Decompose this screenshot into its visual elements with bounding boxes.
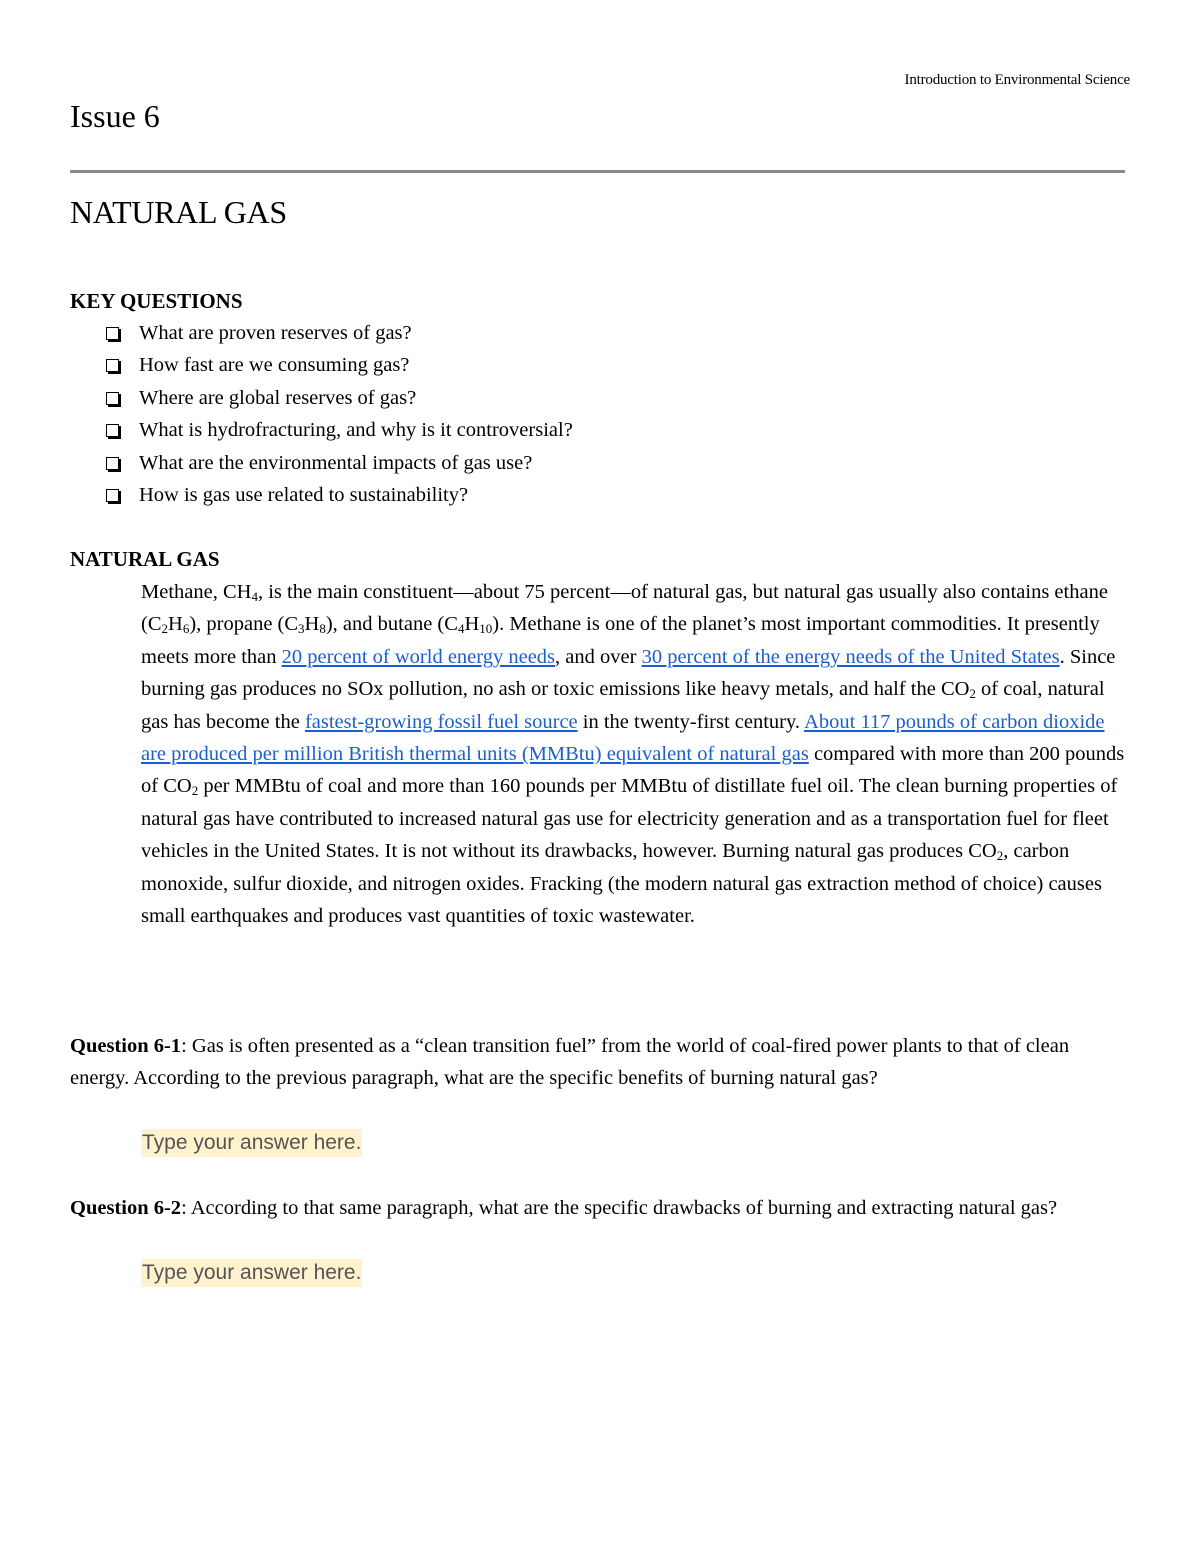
- list-item: [104, 447, 1104, 480]
- checkbox-icon: [106, 359, 119, 372]
- checkbox-icon: [106, 327, 119, 340]
- divider: [70, 170, 1125, 173]
- list-item-text: What are proven reserves of gas?: [139, 321, 412, 344]
- link-fastest-growing-source[interactable]: fastest-growing fossil fuel source: [304, 710, 578, 733]
- list-item-text: Where are global reserves of gas?: [139, 386, 417, 409]
- link-us-energy-needs[interactable]: 30 percent of the energy needs of the United States: [641, 645, 1060, 668]
- question-label: Question 6-1: [70, 1035, 182, 1057]
- checkbox-icon: [106, 424, 119, 437]
- list-item: [104, 480, 1104, 513]
- list-item-text: How is gas use related to sustainability?: [139, 484, 469, 507]
- key-questions-heading: KEY QUESTIONS: [70, 289, 243, 313]
- list-item: [104, 317, 1104, 350]
- list-item-text: How fast are we consuming gas?: [139, 354, 410, 377]
- list-item-text: What are the environmental impacts of gas use?: [139, 451, 533, 474]
- checkbox-icon: [106, 457, 119, 470]
- checkbox-icon: [106, 392, 119, 405]
- course-name: Introduction to Environmental Science: [904, 72, 1130, 88]
- checkbox-icon: [106, 489, 119, 502]
- list-item: [104, 415, 1104, 448]
- question-label: Question 6-2: [70, 1197, 182, 1219]
- list-item-text: What is hydrofracturing, and why is it controversial?: [139, 419, 573, 442]
- answer-field-6-1[interactable]: Type your answer here.: [141, 1129, 362, 1157]
- list-item: [104, 382, 1104, 415]
- question-text: : According to that same paragraph, what are the specific drawbacks of burning and extracting natural gas?: [181, 1197, 1058, 1219]
- link-co2-per-mmbtu[interactable]: About 117 pounds of carbon dioxide are produced per million British thermal units (MMBtu) equivalent of natural gas: [141, 710, 1105, 766]
- question-6-2: [70, 1192, 1130, 1224]
- issue-number: Issue 6: [70, 98, 160, 134]
- question-6-1: [70, 1030, 1130, 1095]
- natural-gas-paragraph: Methane, $CH_4$, is the main constituent—about 75 percent—of natural gas, but natural gas usually also contains ethane $(C_2H_6)$, propane $(C_3H_8)$, and butane $(C_4H_{10})$. Methane is one of the planet’s most important commodities. It presently meets more than 20 percent of world energy needs, and over 30 percent of the energy needs of the United States. Since burning gas produces no SOx pollution, no ash or toxic emissions like heavy metals, and half the $CO_2$ of coal, natural gas has become the fastest-growing fossil fuel source in the twenty-first century. About 117 pounds of carbon dioxide are produced per million British thermal units (MMBtu) equivalent of natural gas compared with more than 200 pounds of $CO_2$ per MMBtu of coal and more than 160 pounds per MMBtu of distillate fuel oil. The clean burning properties of natural gas have contributed to increased natural gas use for electricity generation and as a transportation fuel for fleet vehicles in the United States. It is not without its drawbacks, however. Burning natural gas produces $CO_2$, carbon monoxide, sulfur dioxide, and nitrogen oxides. Fracking (the modern natural gas extraction method of choice) causes small earthquakes and produces vast quantities of toxic wastewater.: [141, 581, 1125, 928]
- question-text: : Gas is often presented as a “clean transition fuel” from the world of coal-fired power plants to that of clean energy. According to the previous paragraph, what are the specific benefits of burning natural gas?: [70, 1035, 1070, 1090]
- list-item: [104, 350, 1104, 383]
- answer-field-6-2[interactable]: Type your answer here.: [141, 1259, 362, 1287]
- link-world-energy-needs[interactable]: 20 percent of world energy needs: [281, 645, 556, 668]
- natural-gas-heading: NATURAL GAS: [70, 547, 220, 571]
- page-title: NATURAL GAS: [70, 194, 287, 230]
- key-questions-list: [104, 317, 1104, 512]
